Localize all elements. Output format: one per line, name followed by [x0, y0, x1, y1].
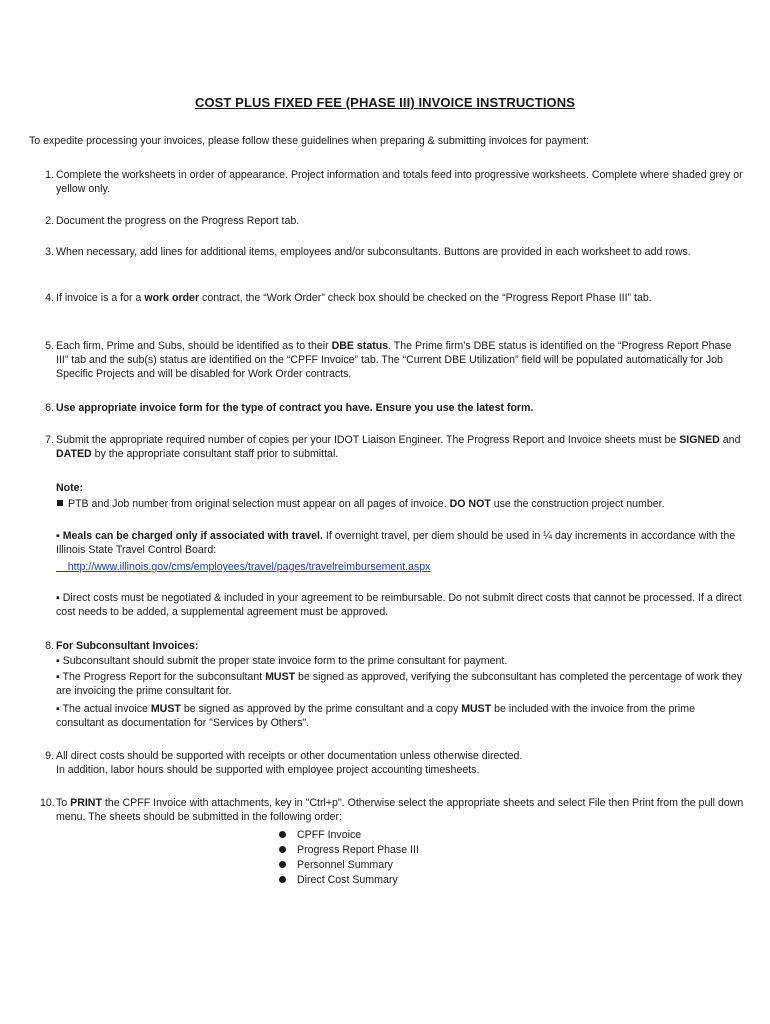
item-number: 9.	[45, 750, 54, 762]
item-number: 4.	[45, 292, 54, 304]
square-bullet-icon	[57, 500, 63, 506]
item-text: If invoice is a for a work order contract, the “Work Order” check box should be checked on the “Progress Report Phase III” tab.	[56, 292, 652, 304]
item-number: 1.	[45, 169, 54, 181]
item-text: Each firm, Prime and Subs, should be identified as to their DBE status. The Prime firm’s DBE status is identified on the “Progress Report Phase III” tab and the sub(s) status are identified on the “CPFF Invoice” tab. The “Current DBE Utilization” field will be populated automatically for Job Specific Projects and will be disabled for Work Order contracts.	[56, 340, 732, 380]
sub-note-2: ▪ The Progress Report for the subconsultant MUST be signed as approved, verifying the subconsultant has completed the percentage of work they are invoicing the prime consultant for.	[56, 671, 743, 697]
instruction-item-4	[40, 291, 745, 305]
bullet-icon: ▪	[56, 703, 63, 715]
list-item: Personnel Summary	[278, 858, 578, 873]
item-number: 3.	[45, 246, 54, 258]
instruction-item-6	[40, 401, 745, 415]
intro-paragraph: To expedite processing your invoices, please follow these guidelines when preparing & submitting invoices for payment:	[29, 135, 590, 147]
instruction-item-10	[40, 796, 745, 824]
bullet-dot-icon	[279, 846, 286, 853]
list-item: Direct Cost Summary	[278, 873, 578, 888]
sub-note-3: ▪ The actual invoice MUST be signed as approved by the prime consultant and a copy MUST be included with the invoice from the prime consultant as documentation for "Services by Others".	[56, 703, 695, 729]
instruction-item-3	[40, 245, 745, 259]
bullet-icon: ▪	[56, 592, 63, 604]
item-text: All direct costs should be supported with receipts or other documentation unless otherwise directed. In addition, labor hours should be supported with employee project accounting timesheets.	[56, 750, 523, 776]
bullet-dot-icon	[279, 861, 286, 868]
item-number: 5.	[45, 340, 54, 352]
instruction-item-1	[40, 168, 745, 196]
item-number: 2.	[45, 215, 54, 227]
instruction-item-2	[40, 214, 745, 228]
bullet-dot-icon	[279, 876, 286, 883]
instruction-item-5	[40, 339, 745, 381]
note-meals: ▪ Meals can be charged only if associated with travel. If overnight travel, per diem should be used in ¼ day increments in accordance with the Illinois State Travel Control Board:	[56, 530, 736, 556]
instruction-item-8	[40, 639, 745, 653]
item-number: 6.	[45, 402, 54, 414]
bullet-dot-icon	[279, 831, 286, 838]
list-item: CPFF Invoice	[278, 828, 578, 843]
instruction-item-9	[40, 749, 745, 777]
item-text: Document the progress on the Progress Report tab.	[56, 215, 300, 227]
item-number: 7.	[45, 434, 54, 446]
instruction-item-7	[40, 433, 745, 461]
bullet-icon: ▪	[56, 530, 63, 542]
note-label: Note:	[56, 482, 84, 494]
list-item: Progress Report Phase III	[278, 843, 578, 858]
note-ptb: PTB and Job number from original selection must appear on all pages of invoice. DO NOT use the construction project number.	[56, 497, 746, 511]
item-number: 8.	[45, 640, 54, 652]
travel-link[interactable]: http://www.illinois.gov/cms/employees/travel/pages/travelreimbursement.aspx	[67, 561, 431, 573]
item-heading: For Subconsultant Invoices:	[56, 640, 199, 652]
page-title: COST PLUS FIXED FEE (PHASE III) INVOICE INSTRUCTIONS	[194, 95, 576, 110]
note-direct-costs: ▪ Direct costs must be negotiated & included in your agreement to be reimbursable. Do not submit direct costs that cannot be processed. If a direct cost needs to be added, a supplemental agreement must be approved.	[56, 592, 742, 618]
bullet-icon: ▪	[56, 671, 63, 683]
item-text: Use appropriate invoice form for the type of contract you have. Ensure you use the latest form.	[56, 402, 534, 414]
sub-note-1: ▪ Subconsultant should submit the proper state invoice form to the prime consultant for payment.	[56, 655, 508, 667]
bullet-icon: ▪	[56, 655, 63, 667]
print-order-list	[278, 828, 578, 888]
item-text: Submit the appropriate required number of copies per your IDOT Liaison Engineer. The Progress Report and Invoice sheets must be SIGNED and DATED by the appropriate consultant staff prior to submittal.	[56, 434, 741, 460]
item-text: To PRINT the CPFF Invoice with attachments, key in "Ctrl+p". Otherwise select the appropriate sheets and select File then Print from the pull down menu. The sheets should be submitted in the following order:	[56, 797, 744, 823]
item-text: Complete the worksheets in order of appearance. Project information and totals feed into progressive worksheets. Complete where shaded grey or yellow only.	[56, 169, 743, 195]
item-text: When necessary, add lines for additional items, employees and/or subconsultants. Buttons are provided in each worksheet to add rows.	[56, 246, 691, 258]
item-number: 10.	[40, 797, 55, 809]
